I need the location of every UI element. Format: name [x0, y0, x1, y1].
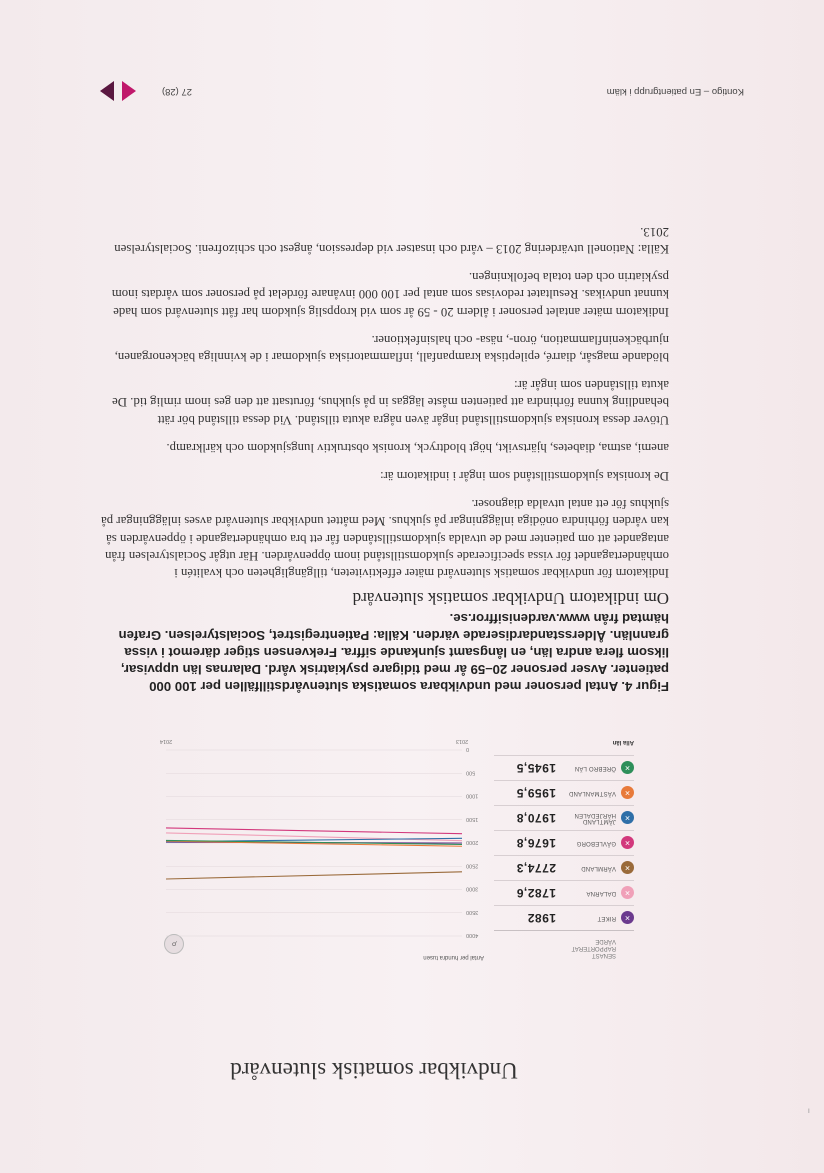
remove-series-icon[interactable]: ×: [621, 787, 634, 800]
legend-item-value: 1959,5: [516, 786, 556, 800]
y-tick-label: 0: [466, 746, 470, 752]
paragraph-5: blödande magsår, diarré, epileptiska krampanfall, inflammatoriska sjukdomar i de kvinnliga bäckenorganen, njurbäckeninflammation, öron-, näsa- och halsinfektioner.: [114, 332, 669, 364]
y-tick-label: 1500: [466, 815, 479, 822]
legend-item-name: VÄSTMANLAND: [568, 790, 616, 796]
legend-item[interactable]: [494, 830, 634, 855]
paragraph-6: Indikatorn mäter antalet personer i åldern 20 - 59 år som vid kroppslig sjukdom har fått slutenvård som hade kunnat undvikas. Resultatet redovisas som antal per 100 000 invånare fördelat på personer som vårdats inom psykiatrin och den totala befolkningen.: [111, 270, 669, 319]
legend-item[interactable]: [494, 780, 634, 805]
section-heading: Om indikatorn Undvikbar somatisk slutenvård: [352, 589, 669, 608]
legend-item-value: 1982: [527, 911, 556, 925]
legend-item[interactable]: [494, 905, 634, 931]
legend-item-name: RIKET: [597, 915, 616, 921]
paragraph-1: Indikatorn för undvikbar somatisk slutenvård mäter effektiviteten, tillgängligheten och kvalitén i omhändertagandet för vissa specificerade sjukdomstillstånd inom öppenvården. Här utgår Socialstyrelsen från antagandet att om patienter med de utvalda sjukdomstillstånden får ett bra omhändertagande i öppenvården så kan vården förhindra onödiga inläggningar på sjukhus. Med måttet undvikbar slutenvård avses inläggningar på sjukhus för ett antal utvalda diagnoser.: [101, 497, 669, 580]
series-line[interactable]: [166, 828, 462, 834]
legend-item[interactable]: [494, 880, 634, 905]
y-tick-label: 2500: [466, 862, 479, 869]
legend-item-value: 1782,6: [516, 886, 556, 900]
legend-footer[interactable]: Alla län: [612, 739, 634, 745]
legend-item[interactable]: [494, 855, 634, 880]
figure-caption: Figur 4. Antal personer med undvikbara somatiska slutenvårdstillfällen per 100 000 patienter. Avser personer 20–59 år med tidigare psykiatrisk vård. Dalarnas län uppvisar, liksom flera andra län, en långsamt sjunkande siffra. Frekvensen stiger däremot i vissa grannlän. Åldersstandardiserade värden. Källa: Patientregistret, Socialstyrelsen. Grafen hämtad från www.vardenisiffror.se.: [118, 611, 669, 694]
legend-item-value: 1945,5: [516, 761, 556, 775]
paragraph-3: anemi, astma, diabetes, hjärtsvikt, högt blodtryck, kronisk obstruktiv lungsjukdom och kärlkramp.: [166, 440, 669, 455]
legend-item-name: GÄVLEBORG: [576, 840, 616, 846]
chart-legend: [494, 738, 634, 958]
y-tick-label: 3000: [466, 885, 479, 892]
remove-series-icon[interactable]: ×: [621, 862, 634, 875]
legend-header: SENAST RAPPORTERAT VÄRDE: [571, 938, 616, 958]
scan-mark: ı: [807, 1106, 810, 1115]
y-tick-label: 500: [466, 769, 476, 776]
remove-series-icon[interactable]: ×: [621, 762, 634, 775]
chart-widget: [154, 718, 634, 958]
y-axis-label: Antal per hundra tusen: [423, 954, 484, 960]
footer-page-number: 27 (28): [161, 86, 192, 97]
legend-items: [494, 755, 634, 931]
legend-item-value: 1676,8: [516, 836, 556, 850]
paragraph-7: Källa: Nationell utvärdering 2013 – vård och insatser vid depression, ångest och schizofreni. Socialstyrelsen 2013.: [114, 224, 669, 256]
legend-item-name: VÄRMLAND: [581, 865, 616, 871]
line-chart: [154, 718, 484, 958]
page-navigation: [98, 79, 138, 103]
x-tick-label: 2013: [455, 738, 469, 744]
paragraph-2: De kroniska sjukdomstillstånd som ingår i indikatorn är:: [380, 468, 669, 483]
legend-item[interactable]: [494, 805, 634, 830]
x-tick-label: 2014: [159, 738, 173, 744]
remove-series-icon[interactable]: ×: [621, 837, 634, 850]
y-tick-label: 3500: [466, 908, 479, 915]
remove-series-icon[interactable]: ×: [621, 912, 634, 925]
chevron-left-icon[interactable]: [122, 81, 136, 101]
legend-item-value: 1970,8: [516, 811, 556, 825]
body-text: [99, 212, 669, 581]
footer-document-title: Kontigo – En patientgrupp i kläm: [606, 86, 744, 97]
legend-item[interactable]: [494, 755, 634, 780]
page-footer: [64, 79, 744, 103]
legend-item-value: 2774,3: [516, 861, 556, 875]
legend-item-name: ÖREBRO LÄN: [574, 765, 616, 771]
y-tick-label: 2000: [466, 839, 479, 845]
remove-series-icon[interactable]: ×: [621, 887, 634, 900]
series-line[interactable]: [166, 872, 462, 879]
chevron-right-icon[interactable]: [100, 81, 114, 101]
zoom-icon[interactable]: ⌕: [164, 934, 184, 954]
legend-item-name: DALARNA: [586, 890, 616, 896]
y-tick-label: 4000: [466, 932, 479, 938]
paragraph-4: Utöver dessa kroniska sjukdomstillstånd ingår även några akuta tillstånd. Vid dessa tillstånd bör rätt behandling kunna förhindra att patienten måste läggas in på sjukhus, förutsatt att den ges inom rimlig tid. De akuta tillstånden som ingår är:: [112, 378, 669, 427]
remove-series-icon[interactable]: ×: [621, 812, 634, 825]
y-tick-label: 1000: [466, 792, 479, 799]
chapter-title: Undvikbar somatisk slutenvård: [230, 1058, 518, 1083]
legend-item-name: JÄMTLAND HÄRJEDALEN: [574, 812, 616, 824]
